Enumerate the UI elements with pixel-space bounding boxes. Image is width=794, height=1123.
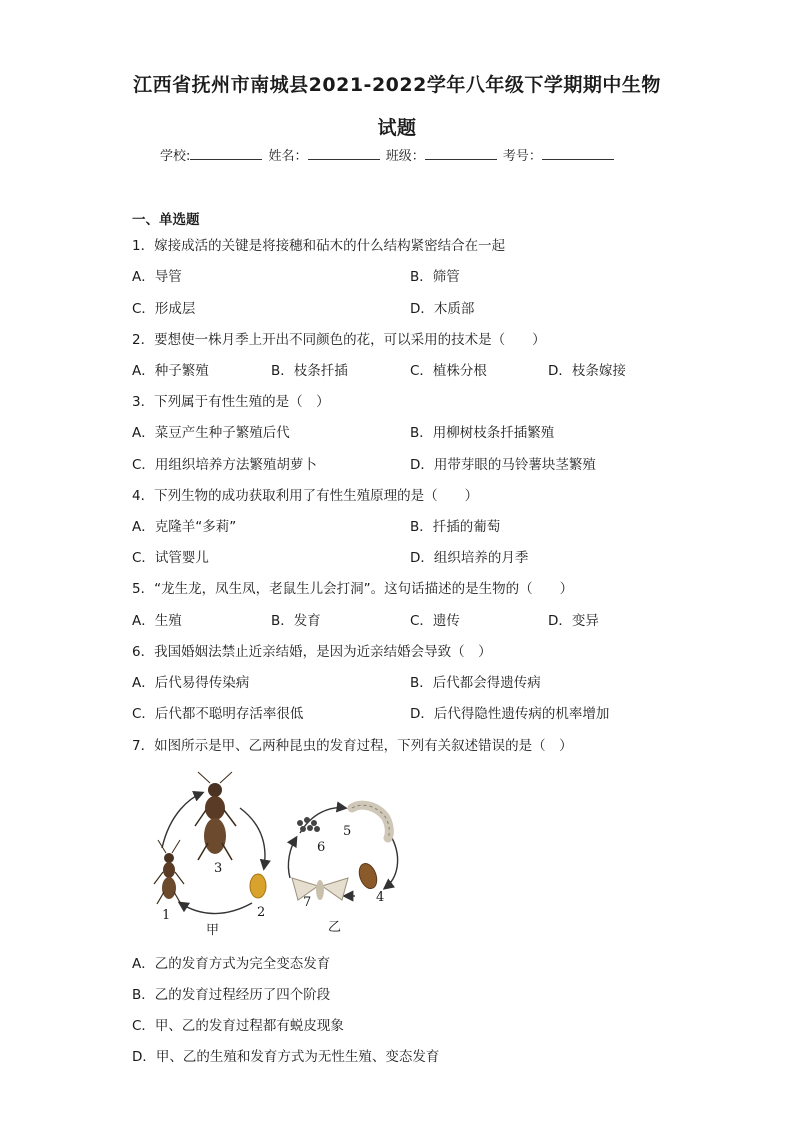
- caption-jia: 甲: [206, 923, 220, 938]
- question-6-option-c[interactable]: C．后代都不聪明存活率很低: [132, 706, 304, 722]
- question-2-stem: 2．要想使一株月季上开出不同颜色的花，可以采用的技术是（ ）: [132, 332, 546, 348]
- question-7-option-c[interactable]: C．甲、乙的发育过程都有蜕皮现象: [132, 1018, 344, 1034]
- question-5-option-c[interactable]: C．遗传: [410, 613, 460, 629]
- question-1-option-b[interactable]: B．筛管: [410, 269, 460, 285]
- question-3-stem: 3．下列属于有性生殖的是（ ）: [132, 394, 330, 410]
- question-6-option-b[interactable]: B．后代都会得遗传病: [410, 675, 541, 691]
- question-4-option-a[interactable]: A．克隆羊“多莉”: [132, 519, 237, 535]
- cycle-yi-arrow-2: [385, 838, 398, 888]
- question-6-stem: 6．我国婚姻法禁止近亲结婚，是因为近亲结婚会导致（ ）: [132, 644, 492, 660]
- student-info-row: [160, 145, 616, 164]
- question-4-option-d[interactable]: D．组织培养的月季: [410, 550, 529, 566]
- question-5-stem: 5．“龙生龙，凤生凤，老鼠生儿会打洞”。这句话描述的是生物的（ ）: [132, 581, 574, 597]
- question-6-option-a[interactable]: A．后代易得传染病: [132, 675, 250, 691]
- question-4-option-b[interactable]: B．扦插的葡萄: [410, 519, 501, 535]
- silkmoth-icon: [292, 878, 348, 900]
- question-5-option-d[interactable]: D．变异: [548, 613, 599, 629]
- name-field[interactable]: [308, 147, 380, 160]
- school-field[interactable]: [190, 147, 262, 160]
- stage-label-7: 7: [303, 895, 312, 910]
- pupa-icon: [356, 861, 380, 891]
- stage-label-6: 6: [317, 840, 326, 855]
- question-6-option-d[interactable]: D．后代得隐性遗传病的机率增加: [410, 706, 610, 722]
- cycle-jia-arrow-3: [180, 903, 252, 914]
- question-4-option-c[interactable]: C．试管婴儿: [132, 550, 209, 566]
- development-cycle-diagram: [140, 768, 420, 938]
- exam-title-line2: 试题: [377, 117, 417, 139]
- question-3-option-c[interactable]: C．用组织培养方法繁殖胡萝卜: [132, 457, 317, 473]
- question-2-option-c[interactable]: C．植株分根: [410, 363, 487, 379]
- insect-development-figure: [140, 768, 420, 938]
- question-1-stem: 1．嫁接成活的关键是将接穗和砧木的什么结构紧密结合在一起: [132, 238, 506, 254]
- question-3-option-d[interactable]: D．用带芽眼的马铃薯块茎繁殖: [410, 457, 596, 473]
- cycle-yi-arrow-4: [288, 838, 296, 878]
- question-1-option-a[interactable]: A．导管: [132, 269, 182, 285]
- nymph-icon: [154, 840, 184, 904]
- question-7-stem: 7．如图所示是甲、乙两种昆虫的发育过程，下列有关叙述错误的是（ ）: [132, 738, 573, 754]
- question-2-option-b[interactable]: B．枝条扦插: [271, 363, 348, 379]
- question-7-option-b[interactable]: B．乙的发育过程经历了四个阶段: [132, 987, 331, 1003]
- question-2-option-a[interactable]: A．种子繁殖: [132, 363, 209, 379]
- silkworm-larva-icon: [352, 805, 389, 838]
- question-1-option-d[interactable]: D．木质部: [410, 301, 475, 317]
- class-field[interactable]: [425, 147, 497, 160]
- question-5-option-a[interactable]: A．生殖: [132, 613, 182, 629]
- cycle-jia-arrow-1: [162, 793, 202, 848]
- question-5-option-b[interactable]: B．发育: [271, 613, 321, 629]
- question-7-option-a[interactable]: A．乙的发育方式为完全变态发育: [132, 956, 331, 972]
- question-7-option-d[interactable]: D．甲、乙的生殖和发育方式为无性生殖、变态发育: [132, 1049, 440, 1065]
- question-3-option-b[interactable]: B．用柳树枝条扦插繁殖: [410, 425, 555, 441]
- silkworm-eggs-icon: [297, 817, 320, 832]
- section-title: 一、单选题: [132, 212, 200, 228]
- stage-label-4: 4: [376, 890, 385, 905]
- name-label: 姓名：: [268, 149, 308, 164]
- question-2-option-d[interactable]: D．枝条嫁接: [548, 363, 626, 379]
- question-1-option-c[interactable]: C．形成层: [132, 301, 196, 317]
- exam-title-line1: 江西省抚州市南城县2021-2022学年八年级下学期期中生物: [133, 74, 661, 96]
- egg-icon: [250, 874, 266, 898]
- cycle-jia-arrow-2: [240, 808, 265, 868]
- question-4-stem: 4．下列生物的成功获取利用了有性生殖原理的是（ ）: [132, 488, 479, 504]
- stage-label-2: 2: [257, 905, 266, 920]
- stage-label-3: 3: [214, 861, 223, 876]
- question-3-option-a[interactable]: A．菜豆产生种子繁殖后代: [132, 425, 290, 441]
- stage-label-5: 5: [343, 824, 352, 839]
- exam-number-label: 考号：: [502, 149, 542, 164]
- school-label: 学校:: [160, 149, 191, 164]
- adult-cricket-icon: [195, 772, 236, 860]
- class-label: 班级：: [385, 149, 425, 164]
- exam-number-field[interactable]: [542, 147, 614, 160]
- caption-yi: 乙: [328, 920, 342, 935]
- stage-label-1: 1: [162, 908, 171, 923]
